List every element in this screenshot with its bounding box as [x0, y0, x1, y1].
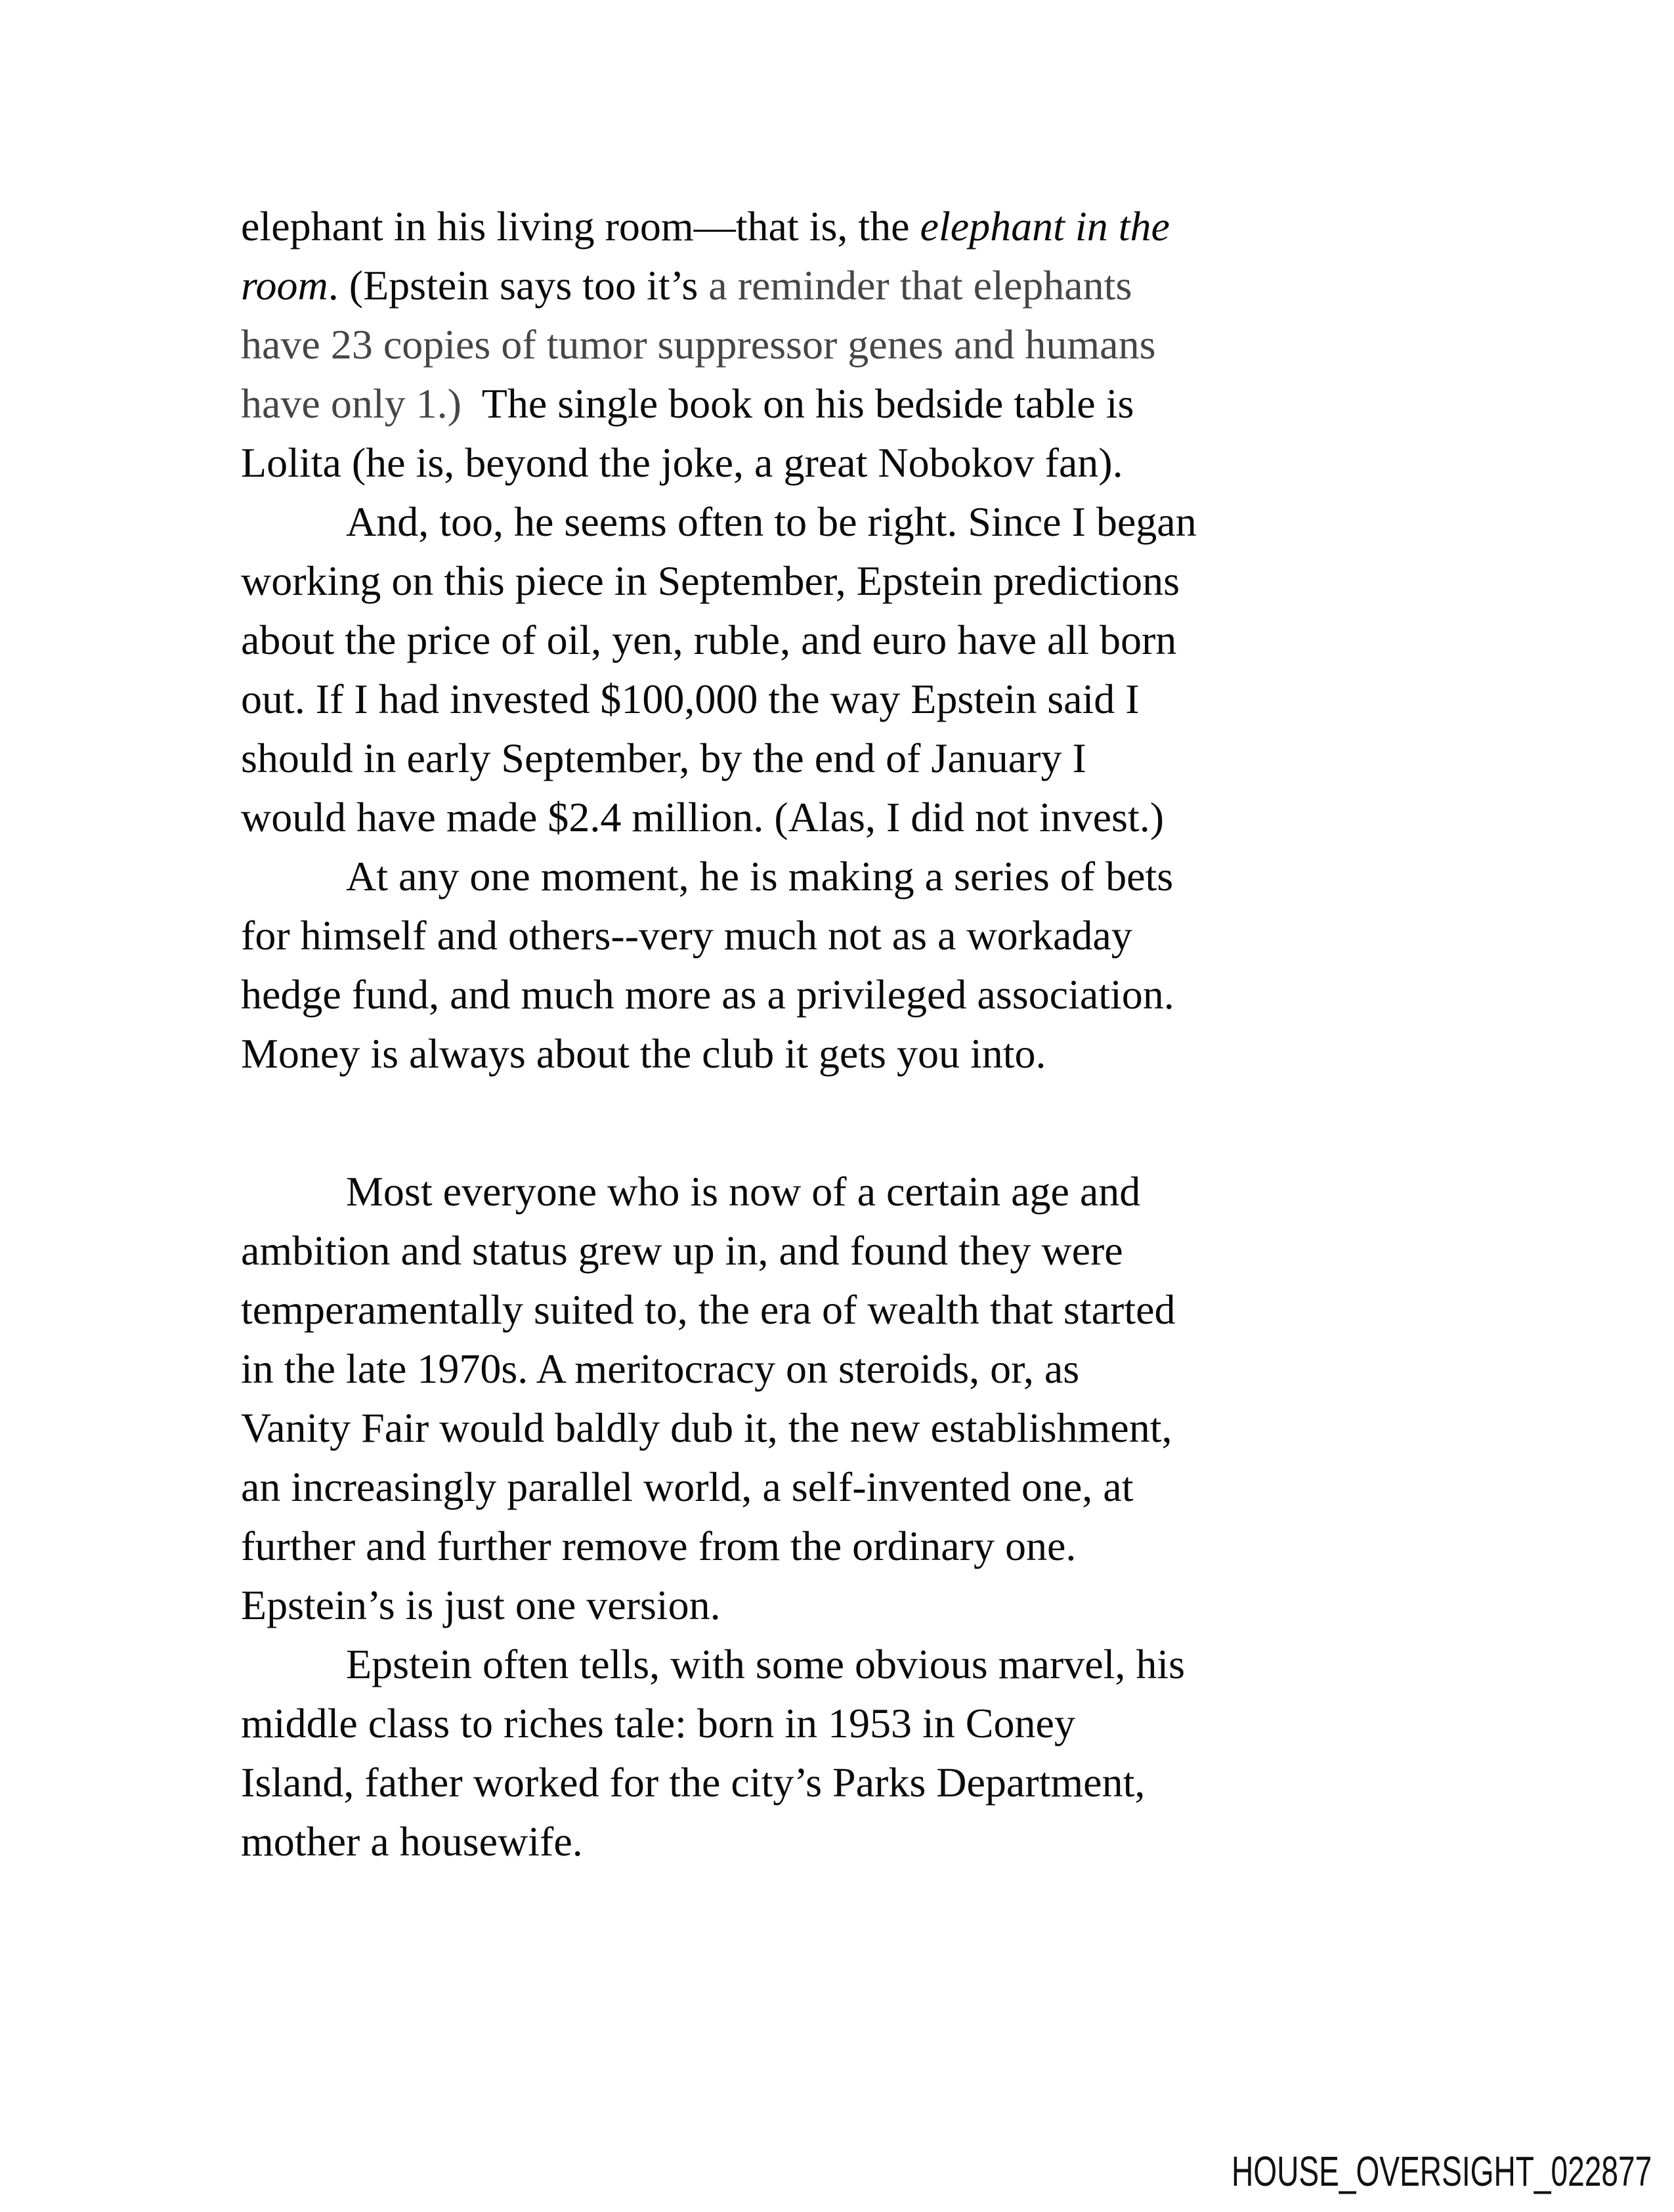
text-segment: mother a housewife. — [241, 1818, 583, 1865]
text-segment: Epstein’s is just one version. — [241, 1582, 721, 1628]
text-segment: hedge fund, and much more as a privileged association. — [241, 971, 1174, 1018]
text-line — [241, 847, 1462, 906]
text-segment-gray: have 23 copies of tumor suppressor genes and humans — [241, 321, 1156, 368]
text-segment: Lolita (he is, beyond the joke, a great Nobokov fan). — [241, 439, 1123, 486]
paragraph — [241, 197, 1462, 492]
paragraph — [241, 492, 1462, 847]
document-body — [241, 197, 1462, 1871]
text-segment: ambition and status grew up in, and found they were — [241, 1227, 1123, 1274]
text-line — [241, 906, 1462, 965]
text-line — [241, 1280, 1462, 1339]
text-segment: about the price of oil, yen, ruble, and euro have all born — [241, 617, 1177, 663]
text-segment: should in early September, by the end of January I — [241, 735, 1086, 781]
text-segment: And, too, he seems often to be right. Since I began — [346, 498, 1197, 545]
text-segment: Epstein often tells, with some obvious marvel, his — [346, 1641, 1186, 1687]
text-line — [241, 374, 1462, 433]
paragraph — [241, 847, 1462, 1083]
text-segment: working on this piece in September, Epstein predictions — [241, 557, 1180, 604]
text-line — [241, 1517, 1462, 1576]
text-segment-italic: room — [241, 262, 328, 309]
text-segment: for himself and others--very much not as a workaday — [241, 912, 1132, 959]
text-line — [241, 1576, 1462, 1635]
text-segment: in the late 1970s. A meritocracy on steroids, or, as — [241, 1345, 1080, 1392]
text-line — [241, 492, 1462, 552]
text-line — [241, 1753, 1462, 1812]
text-segment-gray: a reminder that elephants — [708, 262, 1132, 309]
text-segment: an increasingly parallel world, a self-invented one, at — [241, 1464, 1134, 1510]
text-line — [241, 256, 1462, 315]
text-segment: At any one moment, he is making a series of bets — [346, 853, 1174, 900]
text-segment-gray: have only 1.) — [241, 380, 461, 427]
text-segment: elephant in his living room—that is, the — [241, 203, 920, 249]
text-line — [241, 315, 1462, 374]
text-segment: would have made $2.4 million. (Alas, I did not invest.) — [241, 794, 1164, 840]
text-line — [241, 611, 1462, 670]
text-segment: . (Epstein says too it’s — [328, 262, 709, 309]
text-line — [241, 1162, 1462, 1221]
text-segment: middle class to riches tale: born in 1953 in Coney — [241, 1700, 1075, 1746]
text-line — [241, 1024, 1462, 1083]
text-line — [241, 670, 1462, 729]
text-line — [241, 552, 1462, 611]
text-segment: Vanity Fair would baldly dub it, the new establishment, — [241, 1404, 1172, 1451]
text-line — [241, 1399, 1462, 1458]
text-segment: temperamentally suited to, the era of wealth that started — [241, 1286, 1176, 1333]
text-line — [241, 788, 1462, 847]
bates-stamp: HOUSE_OVERSIGHT_022877 — [1231, 2148, 1652, 2195]
text-segment: Most everyone who is now of a certain age and — [346, 1168, 1141, 1215]
text-line — [241, 1812, 1462, 1871]
text-line — [241, 1458, 1462, 1517]
text-segment: Island, father worked for the city’s Parks Department, — [241, 1759, 1146, 1806]
text-segment: Money is always about the club it gets you into. — [241, 1030, 1046, 1077]
text-line — [241, 1339, 1462, 1399]
text-line — [241, 1635, 1462, 1694]
text-line — [241, 197, 1462, 256]
text-line — [241, 1694, 1462, 1753]
text-segment: out. If I had invested $100,000 the way Epstein said I — [241, 676, 1140, 722]
text-line — [241, 433, 1462, 492]
text-line — [241, 1221, 1462, 1280]
text-segment: The single book on his bedside table is — [461, 380, 1134, 427]
text-segment: further and further remove from the ordinary one. — [241, 1523, 1077, 1569]
paragraph — [241, 1635, 1462, 1871]
text-line — [241, 729, 1462, 788]
paragraph — [241, 1162, 1462, 1635]
text-segment-italic: elephant in the — [920, 203, 1170, 249]
text-line — [241, 965, 1462, 1024]
